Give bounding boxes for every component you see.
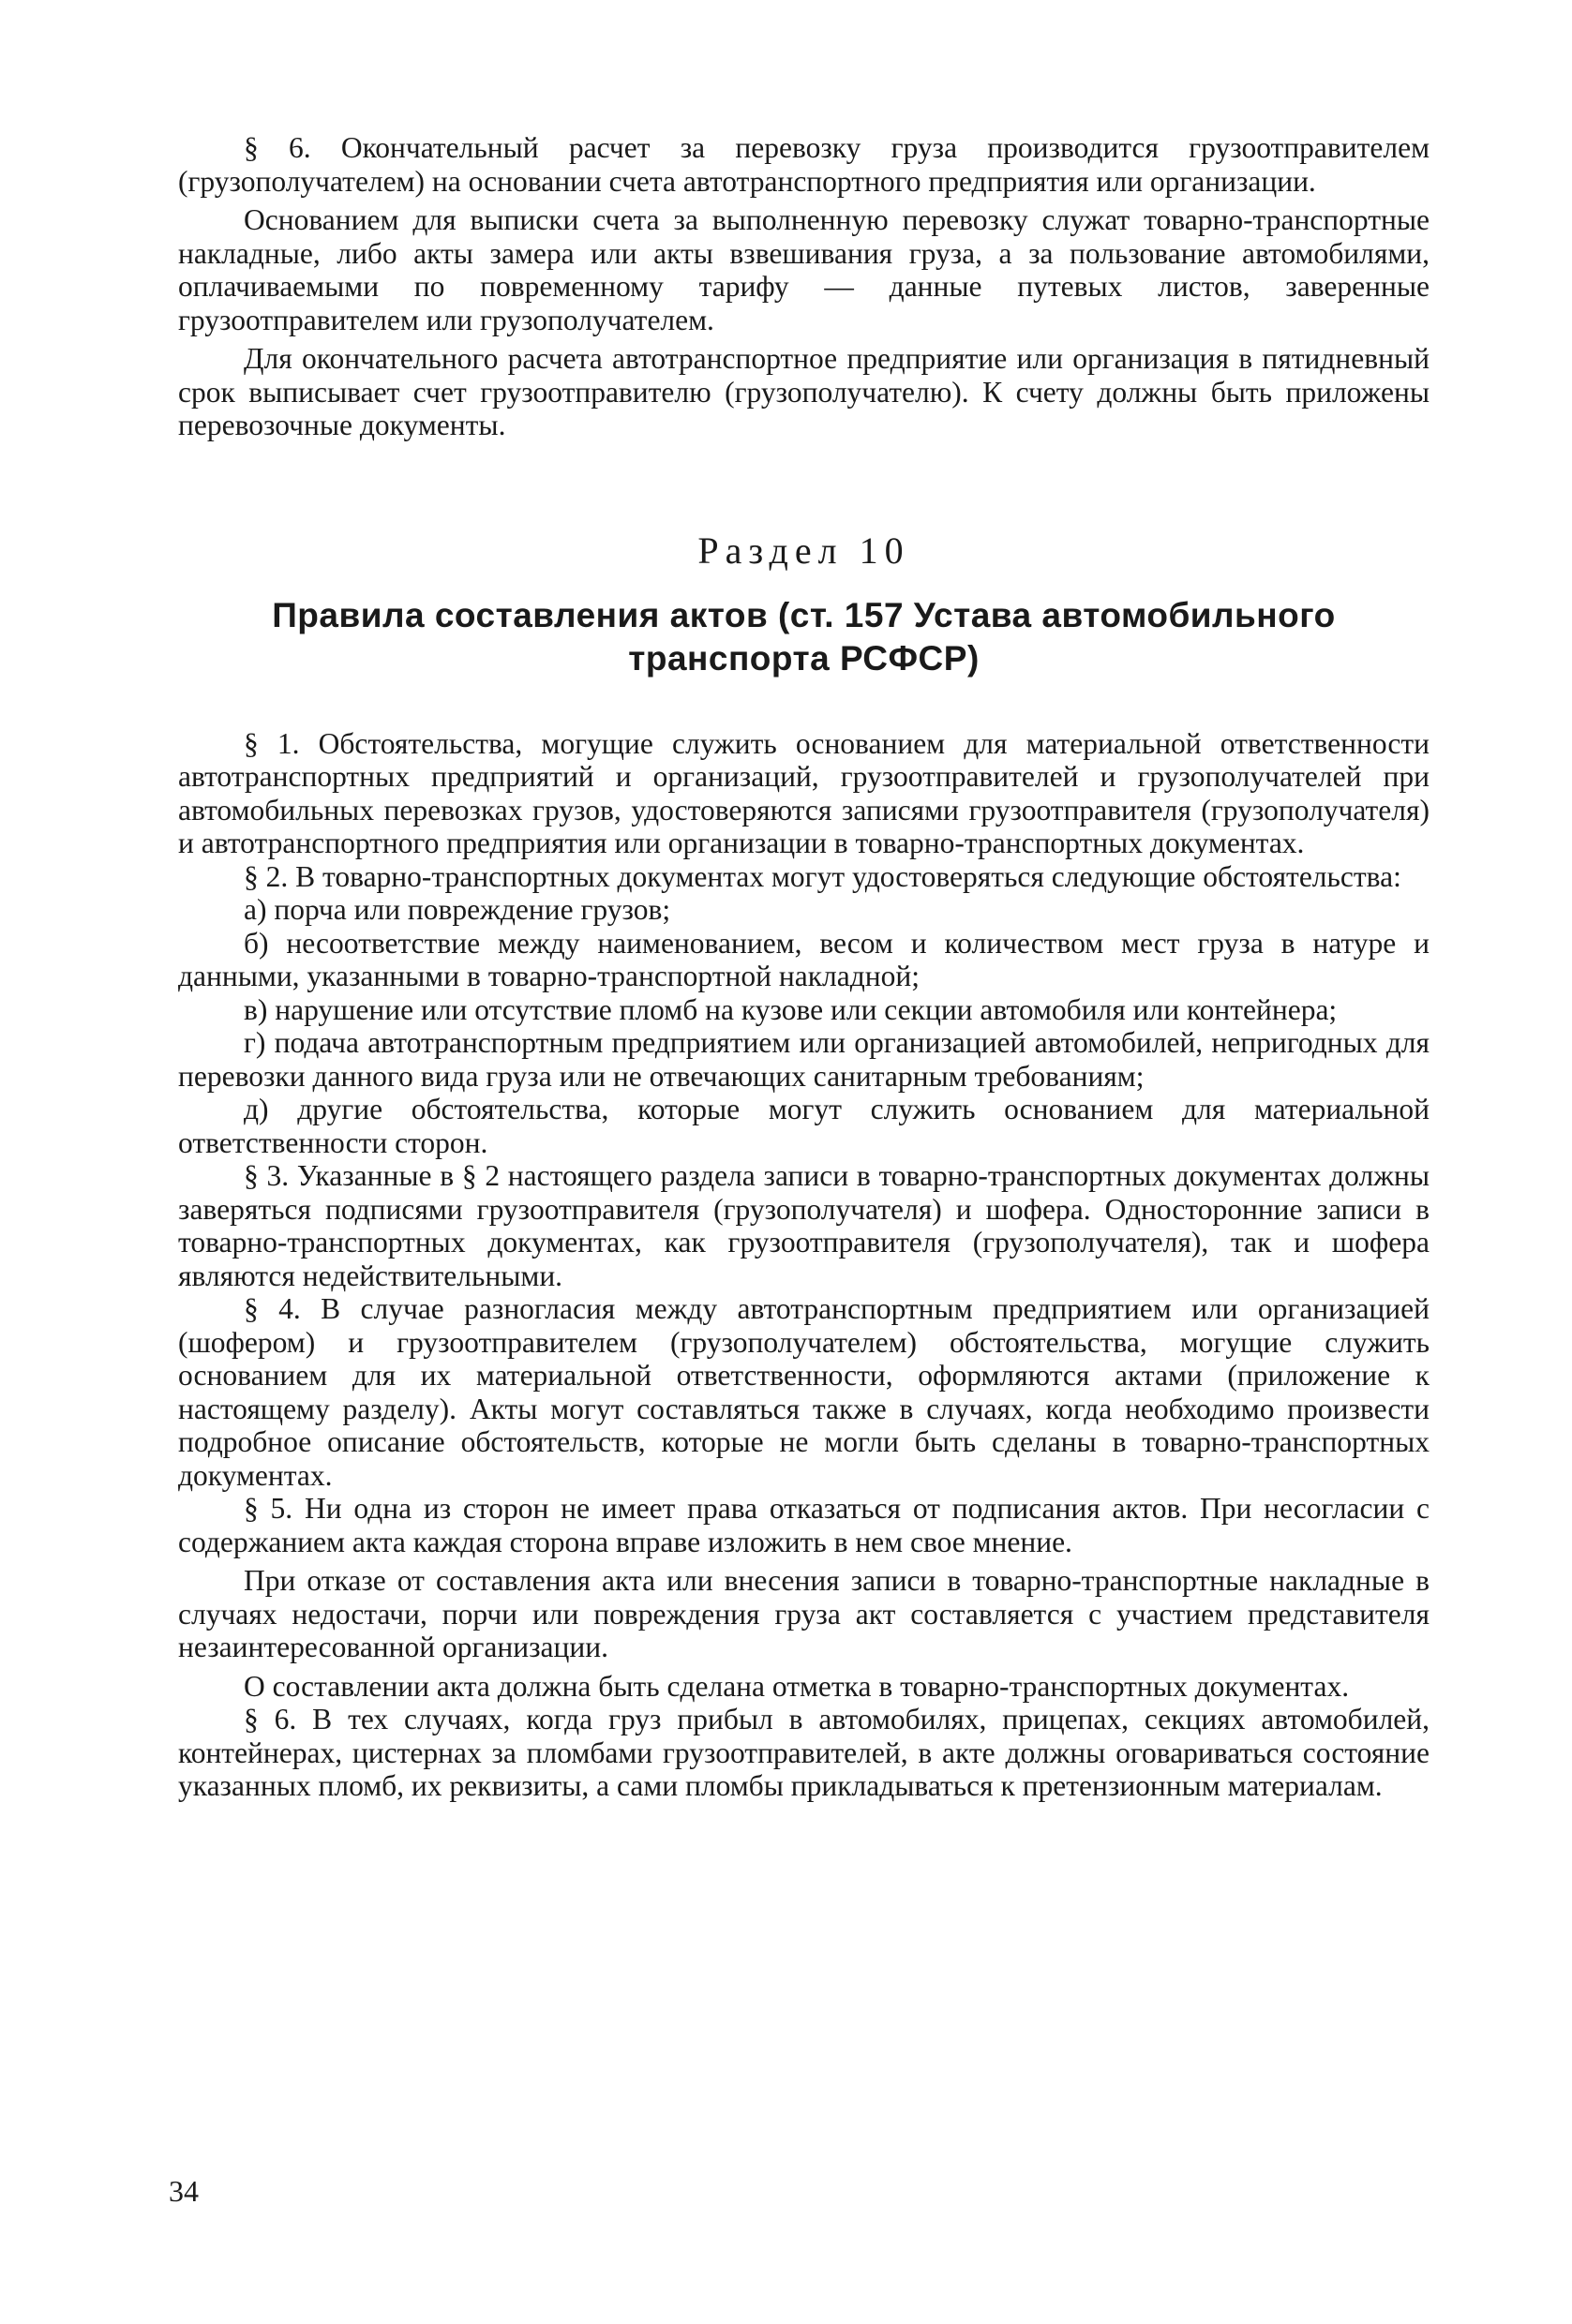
paragraph-1: § 1. Обстоятельства, могущие служить основанием для материальной ответственности автотранспортных предприятий и организаций, грузоотправителей и грузополучателей при автомобильных перевозках грузов, удостоверяются записями грузоотправителя (грузополучателя) и автотранспортного предприятия или организации в товарно-транспортных документах. bbox=[178, 726, 1430, 859]
section-title bbox=[178, 594, 1430, 680]
section-body bbox=[178, 727, 1430, 1803]
intro-paragraph-1: § 6. Окончательный расчет за перевозку груза производится грузоотправителем (грузополучателем) на основании счета автотранспортного предприятия или организации. bbox=[178, 131, 1430, 198]
paragraph-5-note: О составлении акта должна быть сделана отметка в товарно-транспортных документах. bbox=[244, 1669, 1350, 1703]
list-item-g: г) подача автотранспортным предприятием или организацией автомобилей, непригодных для перевозки данного вида груза или не отвечающих санитарным требованиям; bbox=[178, 1026, 1430, 1093]
paragraph-2: § 2. В товарно-транспортных документах могут удостоверяться следующие обстоятельства: bbox=[244, 859, 1401, 893]
section-title-line-1: Правила составления актов (ст. 157 Устава автомобильного bbox=[272, 595, 1336, 634]
paragraph-5-continued: При отказе от составления акта или внесения записи в товарно-транспортные накладные в случаях недостачи, порчи или повреждения груза акт составляется с участием представителя незаинтересованной организации. bbox=[178, 1564, 1430, 1663]
intro-paragraph-3: Для окончательного расчета автотранспортное предприятие или организация в пятидневный срок выписывает счет грузоотправителю (грузополучателю). К счету должны быть приложены перевозочные документы. bbox=[178, 342, 1430, 441]
document-page bbox=[178, 131, 1430, 1803]
section-label: Раздел 10 bbox=[697, 529, 910, 572]
intro-paragraph-2: Основанием для выписки счета за выполненную перевозку служат товарно-транспортные накладные, либо акты замера или акты взвешивания груза, а за пользование автомобилями, оплачиваемыми по повременному тарифу — данные путевых листов, заверенные грузоотправителем или грузополучателем. bbox=[178, 203, 1430, 336]
section-title-line-2: транспорта РСФСР) bbox=[628, 638, 980, 678]
list-item-v: в) нарушение или отсутствие пломб на кузове или секции автомобиля или контейнера; bbox=[244, 992, 1338, 1026]
list-item-b: б) несоответствие между наименованием, весом и количеством мест груза в натуре и данными, указанными в товарно-транспортной накладной; bbox=[178, 926, 1430, 992]
list-item-a: а) порча или повреждение грузов; bbox=[244, 893, 671, 926]
section-heading bbox=[178, 529, 1430, 680]
list-item-d: д) другие обстоятельства, которые могут служить основанием для материальной ответственности сторон. bbox=[178, 1093, 1430, 1159]
paragraph-3: § 3. Указанные в § 2 настоящего раздела записи в товарно-транспортных документах должны заверяться подписями грузоотправителя (грузополучателя) и шофера. Односторонние записи в товарно-транспортных документах, как грузоотправителя (грузополучателя), так и шофера являются недействительными. bbox=[178, 1159, 1430, 1292]
paragraph-4: § 4. В случае разногласия между автотранспортным предприятием или организацией (шофером) и грузоотправителем (грузополучателем) обстоятельства, могущие служить основанием для их материальной ответственности, оформляются актами (приложение к настоящему разделу). Акты могут составляться также в случаях, когда необходимо произвести подробное описание обстоятельств, которые не могли быть сделаны в товарно-транспортных документах. bbox=[178, 1292, 1430, 1492]
paragraph-5: § 5. Ни одна из сторон не имеет права отказаться от подписания актов. При несогласии с содержанием акта каждая сторона вправе изложить в нем свое мнение. bbox=[178, 1492, 1430, 1558]
page-number: 34 bbox=[169, 2174, 199, 2208]
paragraph-6: § 6. В тех случаях, когда груз прибыл в автомобилях, прицепах, секциях автомобилей, контейнерах, цистернах за пломбами грузоотправителей, в акте должны оговариваться состояние указанных пломб, их реквизиты, а сами пломбы прикладываться к претензионным материалам. bbox=[178, 1703, 1430, 1802]
